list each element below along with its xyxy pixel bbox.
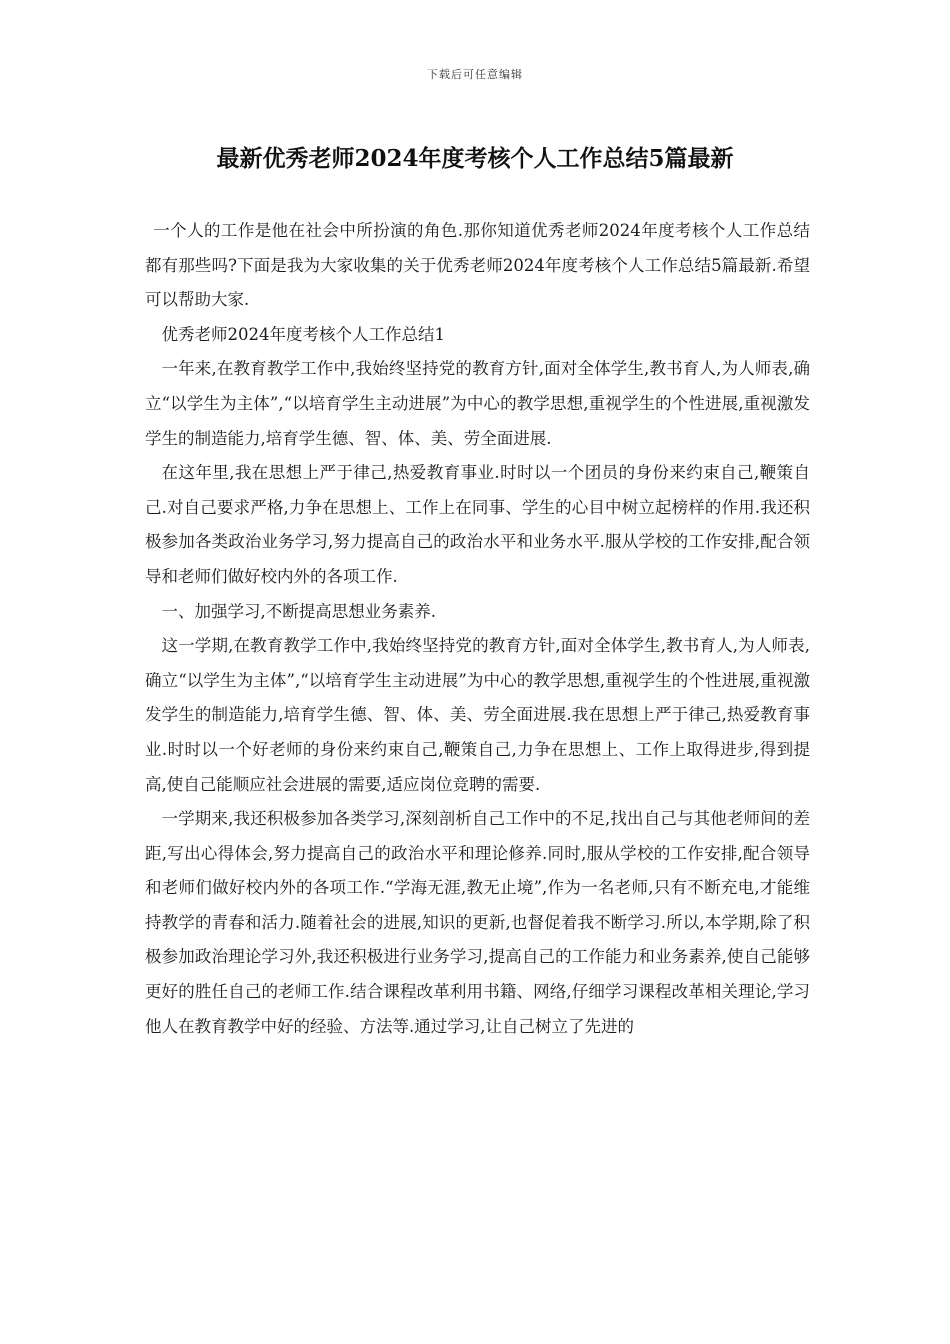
intro-paragraph: 一个人的工作是他在社会中所扮演的角色.那你知道优秀老师2024年度考核个人工作总结都有那些吗?下面是我为大家收集的关于优秀老师2024年度考核个人工作总结5篇最新.希望可以帮助大家. [145,221,810,310]
document-title: 最新优秀老师2024年度考核个人工作总结5篇最新 [216,145,734,172]
sub-heading: 一、加强学习,不断提高思想业务素养. [161,601,436,621]
section-heading: 优秀老师2024年度考核个人工作总结1 [161,324,445,344]
document-body [145,214,810,1044]
body-paragraph: 这一学期,在教育教学工作中,我始终坚持党的教育方针,面对全体学生,教书育人,为人师表,确立“以学生为主体”,“以培育学生主动进展”为中心的教学思想,重视学生的个性进展,重视激发学生的制造能力,培育学生德、智、体、美、劳全面进展.我在思想上严于律己,热爱教育事业.时时以一个好老师的身份来约束自己,鞭策自己,力争在思想上、工作上取得进步,得到提高,使自己能顺应社会进展的需要,适应岗位竞聘的需要. [145,636,810,794]
page-header-note: 下载后可任意编辑 [427,68,523,81]
body-paragraph: 一年来,在教育教学工作中,我始终坚持党的教育方针,面对全体学生,教书育人,为人师表,确立“以学生为主体”,“以培育学生主动进展”为中心的教学思想,重视学生的个性进展,重视激发学生的制造能力,培育学生德、智、体、美、劳全面进展. [145,359,810,448]
body-paragraph: 在这年里,我在思想上严于律己,热爱教育事业.时时以一个团员的身份来约束自己,鞭策自己.对自己要求严格,力争在思想上、工作上在同事、学生的心目中树立起榜样的作用.我还积极参加各类政治业务学习,努力提高自己的政治水平和业务水平.服从学校的工作安排,配合领导和老师们做好校内外的各项工作. [145,463,810,586]
body-paragraph: 一学期来,我还积极参加各类学习,深刻剖析自己工作中的不足,找出自己与其他老师间的差距,写出心得体会,努力提高自己的政治水平和理论修养.同时,服从学校的工作安排,配合领导和老师们做好校内外的各项工作.“学海无涯,教无止境”,作为一名老师,只有不断充电,才能维持教学的青春和活力.随着社会的进展,知识的更新,也督促着我不断学习.所以,本学期,除了积极参加政治理论学习外,我还积极进行业务学习,提高自己的工作能力和业务素养,使自己能够更好的胜任自己的老师工作.结合课程改革利用书籍、网络,仔细学习课程改革相关理论,学习他人在教育教学中好的经验、方法等.通过学习,让自己树立了先进的 [145,809,810,1036]
